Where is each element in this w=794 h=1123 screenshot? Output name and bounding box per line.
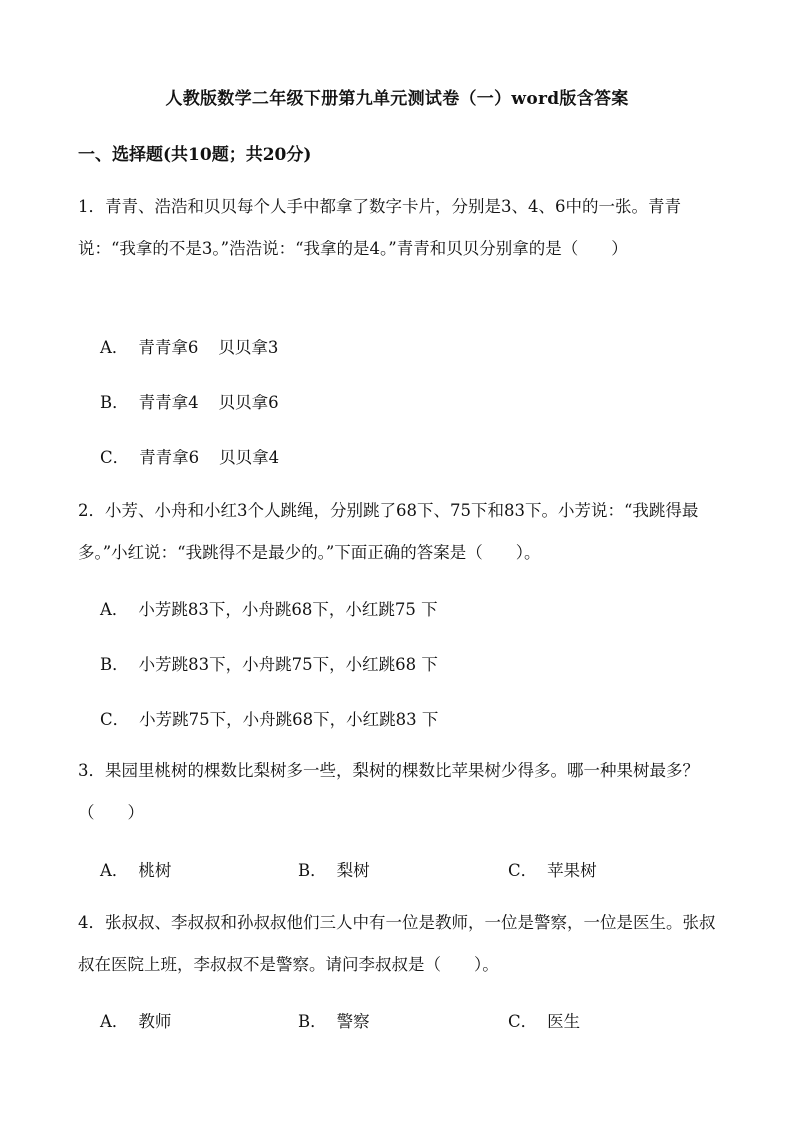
question-2-option-a[interactable] [100, 596, 438, 620]
question-2-option-b[interactable] [100, 651, 438, 675]
option-text: 教师 [138, 1012, 172, 1031]
option-label: C． [508, 1012, 538, 1031]
option-label: C． [508, 861, 538, 880]
section-heading: 一、选择题(共10题；共20分) [78, 145, 312, 165]
question-3: 3．果园里桃树的棵数比梨树多一些，梨树的棵数比苹果树少得多。哪一种果树最多？（ ） [78, 761, 699, 822]
option-part: 贝贝拿4 [219, 448, 280, 467]
option-text: 桃树 [138, 861, 172, 880]
option-part: 青青拿6 [139, 448, 200, 467]
option-text: 小芳跳83下，小舟跳68下，小红跳75 下 [138, 600, 438, 619]
question-1-option-a[interactable] [100, 334, 278, 358]
option-text: 苹果树 [547, 861, 597, 880]
question-1-option-c[interactable] [100, 444, 279, 468]
option-part: 青青拿6 [138, 338, 199, 357]
option-text: 梨树 [336, 861, 370, 880]
question-2-option-c[interactable] [100, 706, 438, 730]
question-4-option-c[interactable] [508, 1008, 580, 1032]
option-label: A． [100, 600, 129, 619]
option-text: 小芳跳75下，小舟跳68下，小红跳83 下 [139, 710, 439, 729]
option-label: B． [298, 861, 327, 880]
option-part: 青青拿4 [138, 393, 199, 412]
option-label: B． [100, 393, 129, 412]
question-3-option-c[interactable] [508, 857, 597, 881]
option-text: 小芳跳83下，小舟跳75下，小红跳68 下 [138, 655, 438, 674]
document-title: 人教版数学二年级下册第九单元测试卷（一）word版含答案 [165, 89, 629, 109]
option-text: 医生 [547, 1012, 581, 1031]
option-label: C． [100, 448, 130, 467]
option-part: 贝贝拿6 [218, 393, 279, 412]
option-part: 贝贝拿3 [218, 338, 279, 357]
question-3-option-a[interactable] [100, 857, 171, 881]
question-1-option-b[interactable] [100, 389, 279, 413]
question-1: 1．青青、浩浩和贝贝每个人手中都拿了数字卡片，分别是3、4、6中的一张。青青说：“我拿的不是3。”浩浩说：“我拿的是4。”青青和贝贝分别拿的是（ ） [78, 197, 681, 258]
question-4: 4．张叔叔、李叔叔和孙叔叔他们三人中有一位是教师，一位是警察，一位是医生。张叔叔在医院上班，李叔叔不是警察。请问李叔叔是（ ）。 [78, 913, 716, 974]
option-label: B． [298, 1012, 327, 1031]
question-2: 2．小芳、小舟和小红3个人跳绳，分别跳了68下、75下和83下。小芳说：“我跳得最多。”小红说：“我跳得不是最少的。”下面正确的答案是（ ）。 [78, 501, 699, 562]
question-4-option-b[interactable] [298, 1008, 370, 1032]
question-3-option-b[interactable] [298, 857, 370, 881]
option-label: C． [100, 710, 130, 729]
question-4-option-a[interactable] [100, 1008, 171, 1032]
option-text: 警察 [336, 1012, 370, 1031]
option-label: B． [100, 655, 129, 674]
option-label: A． [100, 338, 129, 357]
option-label: A． [100, 1012, 129, 1031]
option-label: A． [100, 861, 129, 880]
